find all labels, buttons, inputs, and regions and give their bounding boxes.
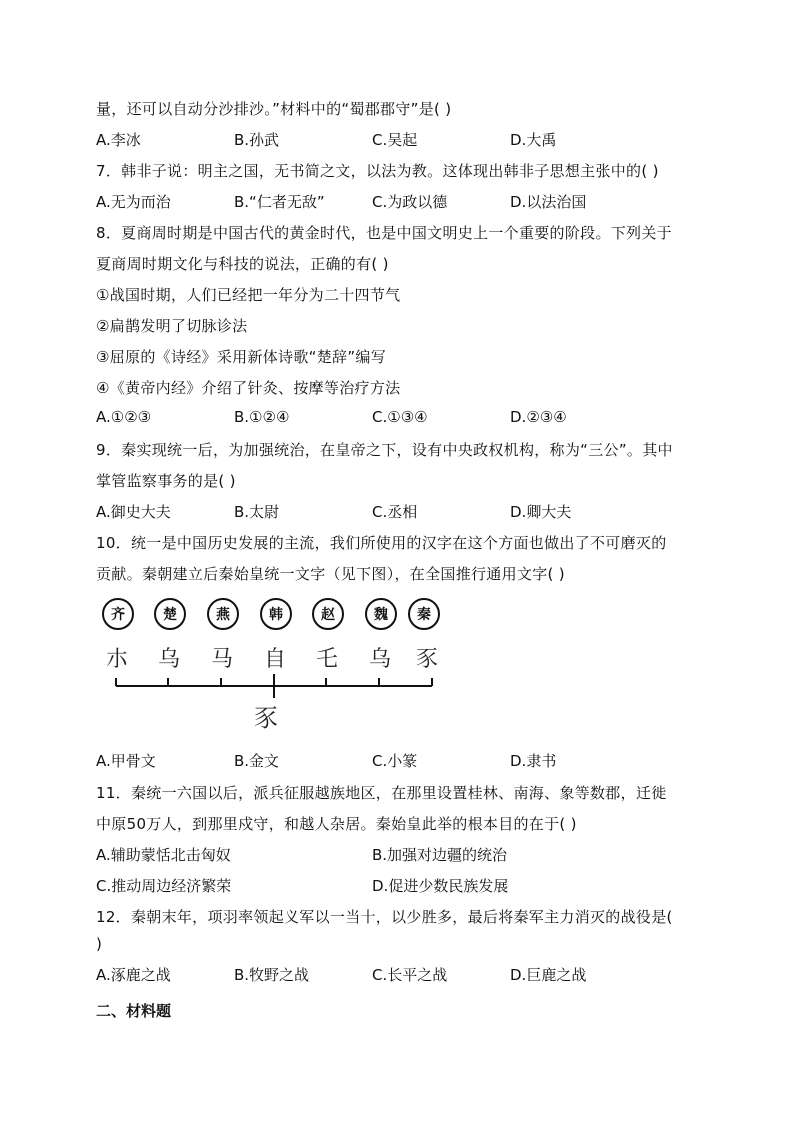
q12-option-d[interactable]: D.巨鹿之战 [510, 966, 587, 984]
seal-wei: 魏 [365, 598, 397, 630]
question-9-text-line2: 掌管监察事务的是( ) [96, 472, 236, 490]
question-7-text: 7．韩非子说：明主之国，无书简之文，以法为教。这体现出韩非子思想主张中的( ) [96, 162, 659, 180]
glyph-han: 自 [263, 647, 286, 672]
q8-option-b[interactable]: B.①②④ [234, 408, 290, 426]
seal-zhao: 赵 [312, 598, 344, 630]
q8-option-d[interactable]: D.②③④ [510, 408, 567, 426]
q11-option-c[interactable]: C.推动周边经济繁荣 [96, 877, 232, 895]
q10-option-a[interactable]: A.甲骨文 [96, 752, 156, 770]
seal-chu: 楚 [154, 598, 186, 630]
q8-statement-3: ③屈原的《诗经》采用新体诗歌“楚辞”编写 [96, 348, 386, 366]
seal-qi: 齐 [102, 598, 134, 630]
q10-option-c[interactable]: C.小篆 [372, 752, 418, 770]
q6-option-b[interactable]: B.孙武 [234, 131, 280, 149]
question-8-text-line1: 8．夏商周时期是中国古代的黄金时代，也是中国文明史上一个重要的阶段。下列关于 [96, 224, 672, 242]
q11-option-d[interactable]: D.促进少数民族发展 [372, 877, 509, 895]
q10-option-d[interactable]: D.隶书 [510, 752, 557, 770]
q9-option-d[interactable]: D.卿大夫 [510, 503, 572, 521]
question-10-text-line1: 10．统一是中国历史发展的主流，我们所使用的汉字在这个方面也做出了不可磨灭的 [96, 534, 667, 552]
q12-option-b[interactable]: B.牧野之战 [234, 966, 310, 984]
q8-statement-1: ①战国时期，人们已经把一年分为二十四节气 [96, 286, 401, 304]
q6-option-d[interactable]: D.大禹 [510, 131, 557, 149]
script-unification-figure [96, 598, 456, 738]
question-10-text-line2: 贡献。秦朝建立后秦始皇统一文字（见下图），在全国推行通用文字( ) [96, 565, 565, 583]
q7-option-c[interactable]: C.为政以德 [372, 193, 448, 211]
seal-han: 韩 [260, 598, 292, 630]
question-8-text-line2: 夏商周时期文化与科技的说法，正确的有( ) [96, 255, 389, 273]
unified-glyph: 豕 [254, 704, 278, 732]
glyph-qin: 豕 [415, 647, 438, 672]
q8-statement-2: ②扁鹊发明了切脉诊法 [96, 317, 248, 335]
q9-option-c[interactable]: C.丞相 [372, 503, 418, 521]
section-heading-material: 二、材料题 [96, 1002, 172, 1020]
question-6-text: 量，还可以自动分沙排沙。”材料中的“蜀郡郡守”是( ) [96, 100, 452, 118]
glyph-wei: 乌 [368, 647, 391, 672]
q12-option-a[interactable]: A.涿鹿之战 [96, 966, 171, 984]
glyph-chu: 乌 [157, 647, 180, 672]
seal-yan: 燕 [207, 598, 239, 630]
q8-option-c[interactable]: C.①③④ [372, 408, 428, 426]
glyph-yan: 马 [210, 647, 233, 672]
question-11-text-line1: 11．秦统一六国以后，派兵征服越族地区，在那里设置桂林、南海、象等数郡，迁徙 [96, 784, 667, 802]
q9-option-b[interactable]: B.太尉 [234, 503, 280, 521]
q6-option-a[interactable]: A.李冰 [96, 131, 141, 149]
q9-option-a[interactable]: A.御史大夫 [96, 503, 171, 521]
q10-option-b[interactable]: B.金文 [234, 752, 280, 770]
q8-option-a[interactable]: A.①②③ [96, 408, 152, 426]
q11-option-a[interactable]: A.辅助蒙恬北击匈奴 [96, 846, 231, 864]
q7-option-d[interactable]: D.以法治国 [510, 193, 587, 211]
seal-qin: 秦 [408, 598, 440, 630]
q12-option-c[interactable]: C.长平之战 [372, 966, 448, 984]
glyph-zhao: 乇 [315, 647, 338, 672]
q7-option-b[interactable]: B.“仁者无敌” [234, 193, 325, 211]
q6-option-c[interactable]: C.吴起 [372, 131, 418, 149]
question-11-text-line2: 中原50万人，到那里戍守，和越人杂居。秦始皇此举的根本目的在于( ) [96, 815, 577, 833]
q11-option-b[interactable]: B.加强对边疆的统治 [372, 846, 508, 864]
glyph-qi: 朩 [105, 647, 128, 672]
question-9-text-line1: 9．秦实现统一后，为加强统治，在皇帝之下，设有中央政权机构，称为“三公”。其中 [96, 441, 673, 459]
question-12-text-line1: 12．秦朝末年，项羽率领起义军以一当十，以少胜多，最后将秦军主力消灭的战役是( [96, 908, 673, 926]
q7-option-a[interactable]: A.无为而治 [96, 193, 171, 211]
question-12-text-line2: ) [96, 935, 103, 953]
q8-statement-4: ④《黄帝内经》介绍了针灸、按摩等治疗方法 [96, 379, 401, 397]
